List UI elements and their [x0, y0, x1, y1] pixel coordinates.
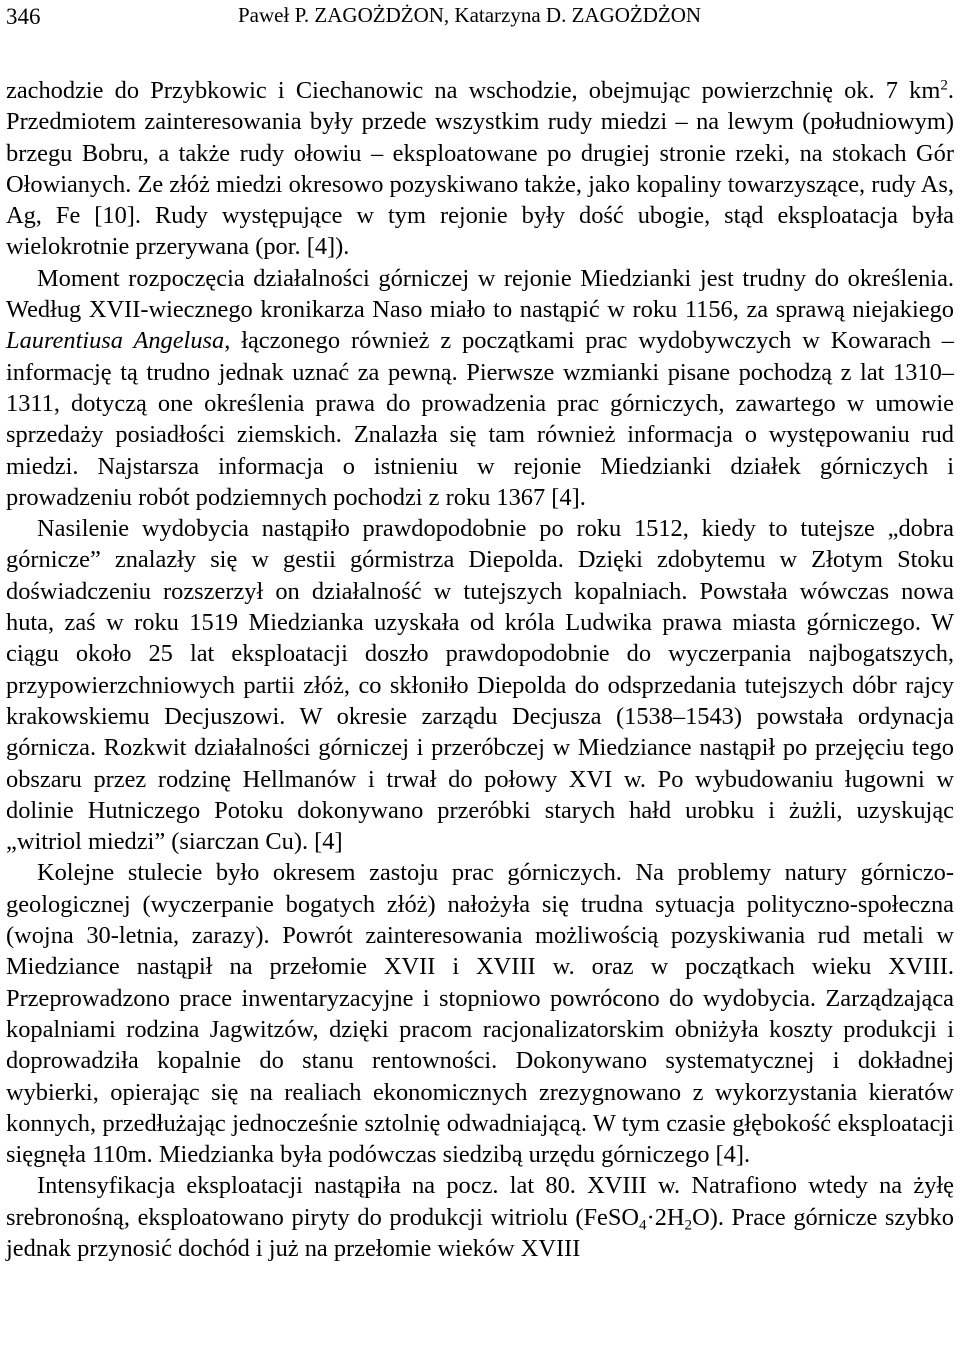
body-text	[6, 75, 954, 1264]
paragraph-5-text-a: Intensyfikacja eksploatacji nastąpiła na pocz. lat 80. XVIII w. Natrafiono wtedy na żyłę srebronośną, eksploatowano piryty do produkcji witriolu (FeSO	[6, 1172, 954, 1231]
superscript-2: 2	[940, 77, 948, 94]
page-header	[6, 0, 954, 34]
page-number: 346	[6, 4, 41, 29]
paragraph-2-text-b: , łączonego również z początkami prac wydobywczych w Kowarach – informację tą trudno jednak uznać za pewną. Pierwsze wzmianki pisane pochodzą z lat 1310–1311, dotyczą one określenia prawa do prowadzenia prac górniczych, zawartego w umowie sprzedaży posiadłości ziemskich. Znalazła się tam również informacja o występowaniu rud miedzi. Najstarsza informacja o istnieniu w rejonie Miedzianki działek górniczych i prowadzeniu robót podziemnych pochodzi z roku 1367 [4].	[6, 327, 954, 511]
paragraph-5-text-b: O). Prace górnicze szybko jednak przynosić dochód i już na przełomie wieków XVIII	[6, 1203, 955, 1262]
paragraph-1-text-a: zachodzie do Przybkowic i Ciechanowic na wschodzie, obejmując powierzchnię ok. 7 km	[6, 77, 941, 104]
running-head-authors: Paweł P. ZAGOŻDŻON, Katarzyna D. ZAGOŻDŻON	[238, 3, 702, 27]
paragraph-2-text-a: Moment rozpoczęcia działalności górniczej w rejonie Miedzianki jest trudny do określenia. Według XVII-wiecznego kronikarza Naso miało to nastąpić w roku 1156, za sprawą niejakiego	[6, 264, 954, 324]
paragraph-3: Nasilenie wydobycia nastąpiło prawdopodobnie po roku 1512, kiedy to tutejsze „dobra górnicze” znalazły się w gestii górmistrza Diepolda. Dzięki zdobytemu w Złotym Stoku doświadczeniu rozszerzył on działalność w tutejszych kopalniach. Powstała wówczas nowa huta, zaś w roku 1519 Miedzianka uzyskała od króla Ludwika prawa miasta górniczego. W ciągu około 25 lat eksploatacji doszło prawdopodobnie do wyczerpania najbogatszych, przypowierzchniowych partii złóż, co skłoniło Diepolda do odsprzedania tutejszych dóbr rajcy krakowskiemu Decjuszowi. W okresie zarządu Decjusza (1538–1543) powstała ordynacja górnicza. Rozkwit działalności górniczej i przeróbczej w Miedziance nastąpił po przejęciu tego obszaru przez rodzinę Hellmanów i trwał do połowy XVI w. Po wybudowaniu ługowni w dolinie Hutniczego Potoku dokonywano przeróbki starych hałd urobku i żużli, uzyskując „witriol miedzi” (siarczan Cu). [4]	[6, 515, 954, 856]
paragraph-1-text-b: . Przedmiotem zainteresowania były przede wszystkim rudy miedzi – na lewym (południowym) brzegu Bobru, a także rudy ołowiu – eksploatowane po drugiej stronie rzeki, na stokach Gór Ołowianych. Ze złóż miedzi okresowo pozyskiwano także, jako kopaliny towarzyszące, rudy As, Ag, Fe [10]. Rudy występujące w tym rejonie były dość ubogie, stąd eksploatacja była wielokrotnie przerywana (por. [4]).	[6, 77, 954, 261]
paragraph-2	[6, 263, 954, 513]
paragraph-4: Kolejne stulecie było okresem zastoju prac górniczych. Na problemy natury górniczo-geologicznej (wyczerpanie bogatych złóż) nałożyła się trudna sytuacja polityczno-społeczna (wojna 30-letnia, zarazy). Powrót zainteresowania możliwością pozyskiwania rud metali w Miedziance nastąpił na przełomie XVII i XVIII w. oraz w początkach wieku XVIII. Przeprowadzono prace inwentaryzacyjne i stopniowo powrócono do wydobycia. Zarządzająca kopalniami rodzina Jagwitzów, dzięki pracom racjonalizatorskim obniżyła koszty produkcji i doprowadziła kopalnie do stanu rentowności. Dokonywano systematycznej i dokładnej wybierki, opierając się na realiach ekonomicznych zrezygnowano z wykorzystania kieratów konnych, przedłużając jednocześnie sztolnię odwadniającą. W tym czasie głębokość eksploatacji sięgnęła 110m. Miedzianka była podówczas siedzibą urzędu górniczego [4].	[6, 859, 954, 1169]
paragraph-5-formula-mid: ·2H	[646, 1203, 685, 1231]
paragraph-2-italic-name: Laurentiusa Angelusa	[6, 327, 225, 355]
paragraph-5	[6, 1170, 954, 1264]
subscript-4: 4	[639, 1217, 647, 1234]
paragraph-1	[6, 75, 954, 263]
subscript-2: 2	[684, 1217, 693, 1234]
